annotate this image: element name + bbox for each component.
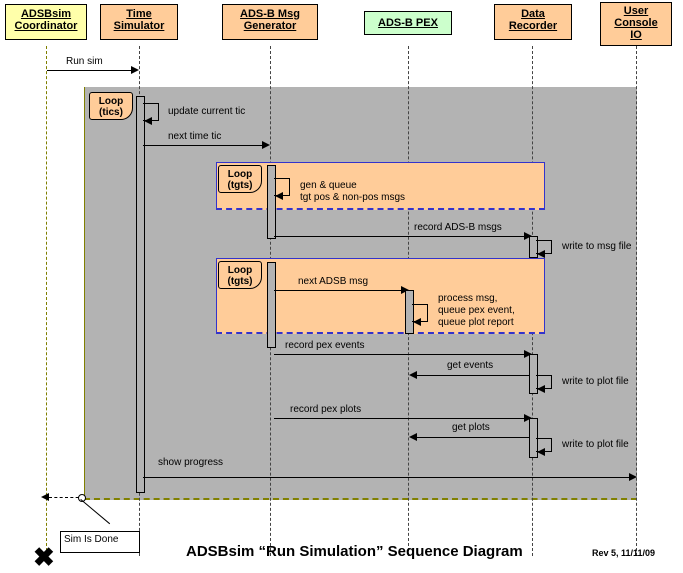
actor-label-line: Simulator [113,20,165,32]
arrow-head-show-progress [629,473,637,481]
loop-tag-line: Loop [227,169,253,180]
arrow-next-time-tic [143,145,263,146]
actor-label-line: Generator [243,20,297,32]
arrow-head-get-plots [409,433,417,441]
message-label-record-pex-plots: record pex plots [290,404,362,415]
message-label-get-events: get events [447,360,494,371]
actor-adsb-pex[interactable] [364,11,452,35]
message-label-next-time-tic: next time tic [168,131,222,142]
loop-tag-tics [89,92,133,120]
arrow-record-pex-plots [274,418,525,419]
loop-tag-tgts-2 [218,261,262,289]
lifeline-coordinator [46,46,47,556]
message-label-process-msg-line3: queue plot report [438,317,514,328]
message-label-write-to-plot-file-2: write to plot file [562,439,629,450]
actor-label-line: Recorder [508,20,558,32]
arrow-head-write-to-msg-file [537,250,545,258]
actor-time-simulator[interactable] [100,4,178,40]
loop-tag-line: Loop [98,96,124,107]
arrow-head-sim-is-done-return [41,493,49,501]
message-label-run-sim: Run sim [66,56,103,67]
arrow-head-get-events [409,371,417,379]
actor-adsb-msg-generator[interactable] [222,4,318,40]
message-label-show-progress: show progress [158,457,224,468]
message-label-process-msg-line1: process msg, [438,293,498,304]
activation-msg-generator-2 [267,262,276,348]
arrow-record-pex-events [274,354,525,355]
actor-label-line: IO [630,29,642,41]
arrow-show-progress [143,477,631,478]
actor-label-line: Data [521,8,545,20]
message-label-next-adsb-msg: next ADSB msg [298,276,369,287]
arrow-head-update-current-tic [144,117,152,125]
actor-user-console-io[interactable] [600,2,672,46]
message-label-update-current-tic: update current tic [168,106,246,117]
actor-data-recorder[interactable] [494,4,572,40]
arrow-next-adsb-msg [274,290,402,291]
actor-label-line: User [623,5,649,17]
message-label-gen-and-queue-line1: gen & queue [300,180,357,191]
termination-x-marker: ✖ [33,542,55,572]
arrow-head-write-to-plot-file-1 [537,385,545,393]
message-label-record-pex-events: record pex events [285,340,365,351]
arrow-head-process-msg [413,318,421,326]
loop-tag-tgts-1 [218,165,262,193]
actor-label-line: Console [614,17,658,29]
arrow-head-gen-and-queue [275,192,283,200]
message-label-get-plots: get plots [452,422,490,433]
note-label: Sim Is Done [64,534,119,545]
actor-label-line: ADS-B PEX [378,17,438,29]
message-label-gen-and-queue-line2: tgt pos & non-pos msgs [300,192,406,203]
arrow-run-sim [47,70,132,71]
message-label-record-adsb-msgs: record ADS-B msgs [414,222,502,233]
arrow-head-write-to-plot-file-2 [537,448,545,456]
activation-msg-generator-1 [267,165,276,239]
note-leader-line [80,499,110,524]
arrow-get-plots [412,437,529,438]
arrow-head-run-sim [131,66,139,74]
message-label-write-to-plot-file-1: write to plot file [562,376,629,387]
actor-label-line: Coordinator [14,20,78,32]
loop-tag-line: (tgts) [227,180,253,191]
loop-tag-line: (tics) [99,107,123,118]
message-label-process-msg-line2: queue pex event, [438,305,515,316]
actor-label-line: ADS-B Msg [240,8,300,20]
actor-label-line: Time [126,8,152,20]
arrow-head-next-time-tic [262,141,270,149]
actor-label-line: ADSBsim [20,8,72,20]
activation-time-simulator [136,96,145,493]
arrow-record-adsb-msgs [274,236,525,237]
arrow-get-events [412,375,529,376]
diagram-title: ADSBsim “Run Simulation” Sequence Diagram [186,543,523,560]
loop-tag-line: (tgts) [227,276,253,287]
note-sim-is-done [60,531,140,553]
message-label-write-to-msg-file: write to msg file [562,241,632,252]
actor-adsbsim-coordinator[interactable] [5,4,87,40]
loop-tag-line: Loop [227,265,253,276]
diagram-revision: Rev 5, 11/11/09 [592,548,656,558]
